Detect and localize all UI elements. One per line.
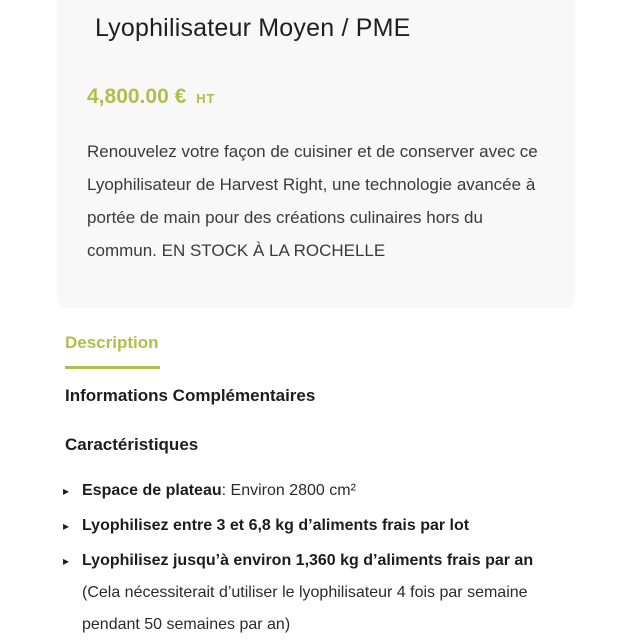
list-item-value: (Cela nécessiterait d’utiliser le lyophilisateur 4 fois par semaine pendant 50 semaines par an)	[82, 584, 528, 633]
list-item-tray-space	[65, 475, 565, 507]
characteristics-heading: Caractéristiques	[65, 435, 199, 454]
list-item-value: : Environ 2800 cm²	[221, 482, 356, 499]
tab-additional-information[interactable]: Informations Complémentaires	[65, 386, 316, 405]
list-item-label: Lyophilisez jusqu’à environ 1,360 kg d’aliments frais par an	[82, 552, 534, 569]
characteristics-list	[65, 475, 565, 641]
product-short-description: Renouvelez votre façon de cuisiner et de conserver avec ce Lyophilisateur de Harvest Right, une technologie avancée à portée de main pour des créations culinaires hors du commun. EN STOCK À LA ROCHELLE	[87, 142, 538, 260]
list-item-yearly-capacity	[65, 545, 565, 641]
product-title: Lyophilisateur Moyen / PME	[95, 14, 411, 42]
product-details-section	[0, 308, 640, 644]
list-item-batch-capacity	[65, 510, 565, 542]
active-tab-underline	[65, 366, 160, 369]
list-item-label: Lyophilisez entre 3 et 6,8 kg d’aliments frais par lot	[82, 517, 470, 534]
price-row	[87, 85, 545, 109]
product-summary-panel	[57, 0, 575, 308]
product-price: 4,800.00 €	[87, 85, 187, 108]
tab-description[interactable]: Description	[65, 333, 159, 352]
tax-suffix: HT	[196, 91, 216, 106]
triangle-bullet-icon: ▸	[63, 519, 70, 533]
list-item-label: Espace de plateau	[82, 482, 222, 499]
triangle-bullet-icon: ▸	[63, 554, 70, 568]
triangle-bullet-icon: ▸	[63, 484, 70, 498]
